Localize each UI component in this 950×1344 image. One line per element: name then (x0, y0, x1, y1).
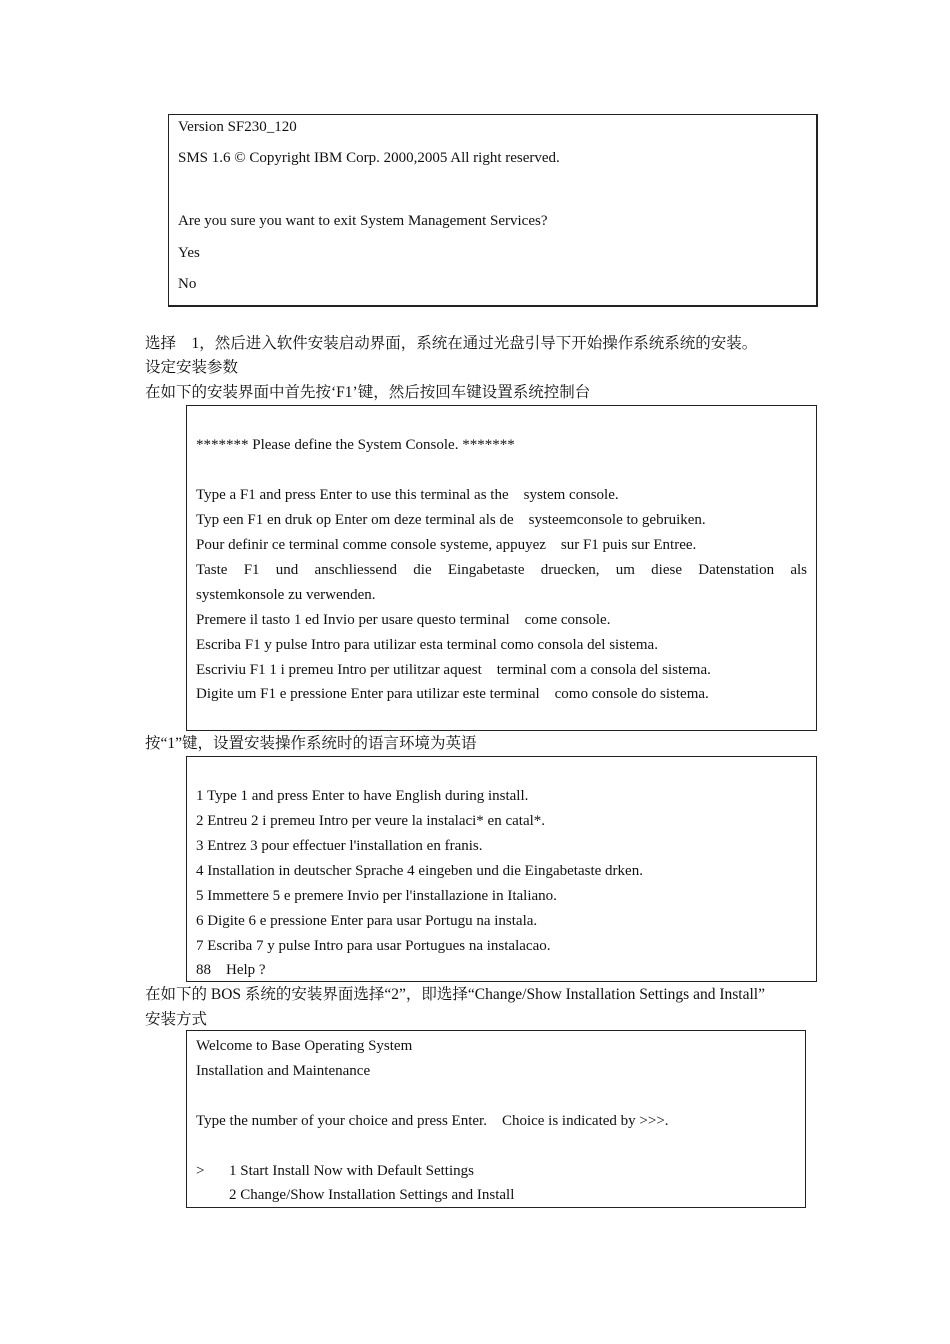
instruction-paragraph-5: 在如下的 BOS 系统的安装界面选择“2”，即选择“Change/Show Installation Settings and Install” (145, 986, 765, 1003)
console-line: Taste F1 und anschliessend die Eingabetaste druecken, um diese Datenstation als (196, 562, 807, 578)
language-option[interactable]: 2 Entreu 2 i premeu Intro per veure la instalaci* en catal*. (196, 813, 546, 829)
sms-exit-question: Are you sure you want to exit System Management Services? (178, 213, 548, 229)
language-option[interactable]: 4 Installation in deutscher Sprache 4 eingeben und die Eingabetaste drken. (196, 863, 643, 879)
instruction-paragraph-2: 设定安装参数 (145, 359, 239, 376)
language-selection-screen (186, 756, 817, 982)
language-option[interactable]: 1 Type 1 and press Enter to have English during install. (196, 788, 529, 804)
language-option[interactable]: 7 Escriba 7 y pulse Intro para usar Portugues na instalacao. (196, 938, 551, 954)
sms-copyright: SMS 1.6 © Copyright IBM Corp. 2000,2005 All right reserved. (178, 150, 560, 166)
instruction-paragraph-6: 安装方式 (145, 1011, 208, 1028)
bos-option-default-install[interactable]: 1 Start Install Now with Default Settings (229, 1163, 474, 1179)
bos-title-line-1: Welcome to Base Operating System (196, 1038, 413, 1054)
console-line: Digite um F1 e pressione Enter para utilizar este terminal como console do sistema. (196, 686, 709, 702)
sms-option-yes[interactable]: Yes (178, 245, 200, 261)
console-line: Type a F1 and press Enter to use this terminal as the system console. (196, 487, 619, 503)
sms-exit-screen (168, 114, 818, 307)
console-header: ******* Please define the System Console. ******* (196, 437, 515, 453)
sms-version: Version SF230_120 (178, 119, 297, 135)
sms-option-no[interactable]: No (178, 276, 197, 292)
bos-instruction: Type the number of your choice and press Enter. Choice is indicated by >>>. (196, 1113, 669, 1129)
bos-title-line-2: Installation and Maintenance (196, 1063, 371, 1079)
instruction-paragraph-4: 按“1”键，设置安装操作系统时的语言环境为英语 (145, 735, 477, 752)
language-help-option[interactable]: 88 Help ? (196, 962, 266, 978)
bos-option-change-settings[interactable]: 2 Change/Show Installation Settings and Install (229, 1187, 515, 1203)
console-line: Pour definir ce terminal comme console systeme, appuyez sur F1 puis sur Entree. (196, 537, 697, 553)
console-line: Escriviu F1 1 i premeu Intro per utilitzar aquest terminal com a consola del sistema. (196, 662, 711, 678)
instruction-paragraph-1: 选择 1，然后进入软件安装启动界面，系统在通过光盘引导下开始操作系统系统的安装。 (145, 335, 758, 352)
console-line: Premere il tasto 1 ed Invio per usare questo terminal come console. (196, 612, 611, 628)
bos-install-screen (186, 1030, 806, 1208)
console-line: systemkonsole zu verwenden. (196, 587, 376, 603)
language-option[interactable]: 3 Entrez 3 pour effectuer l'installation en franis. (196, 838, 483, 854)
console-line: Typ een F1 en druk op Enter om deze terminal als de systeemconsole to gebruiken. (196, 512, 706, 528)
language-option[interactable]: 6 Digite 6 e pressione Enter para usar Portugu na instala. (196, 913, 538, 929)
console-line: Escriba F1 y pulse Intro para utilizar esta terminal como consola del sistema. (196, 637, 658, 653)
system-console-screen (186, 405, 817, 731)
language-option[interactable]: 5 Immettere 5 e premere Invio per l'installazione in Italiano. (196, 888, 557, 904)
instruction-paragraph-3: 在如下的安装界面中首先按‘F1’键，然后按回车键设置系统控制台 (145, 384, 591, 401)
choice-cursor: > (196, 1163, 205, 1179)
